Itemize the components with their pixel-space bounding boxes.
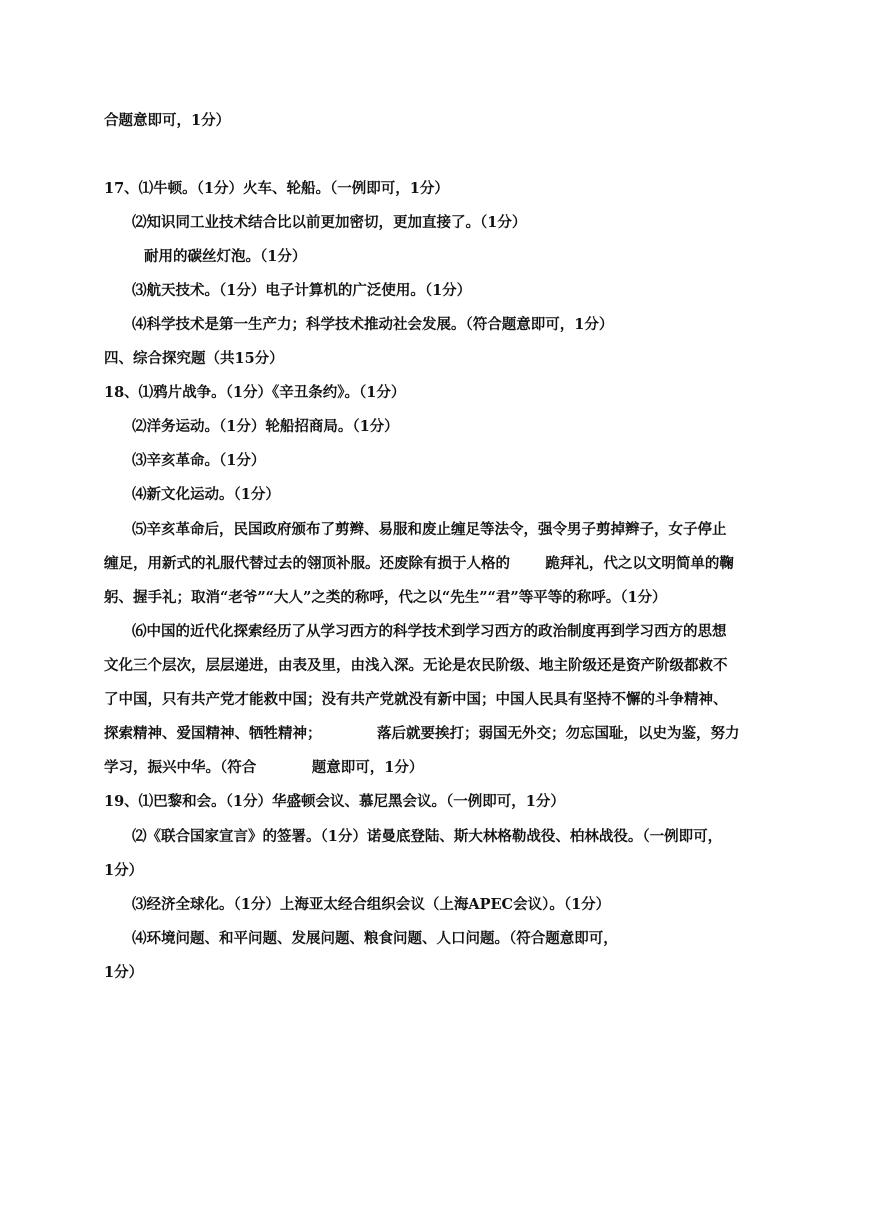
q18-part6-line1: ⑹中国的近代化探索经历了从学习西方的科学技术到学习西方的政治制度再到学习西方的思想	[132, 623, 727, 640]
q19-part1: 19、⑴巴黎和会。（1分）华盛顿会议、慕尼黑会议。（一例即可，1分）	[104, 793, 565, 810]
q18-part4: ⑷新文化运动。（1分）	[132, 486, 280, 503]
q18-part5-line2: 缠足，用新式的礼服代替过去的翎顶补服。还废除有损于人格的 跪拜礼，代之以文明简单的鞠	[104, 555, 734, 572]
q18-part6-line3: 了中国，只有共产党才能救中国；没有共产党就没有新中国；中国人民具有坚持不懈的斗争精神、	[104, 691, 728, 708]
q18-part6-line5: 学习，振兴中华。（符合 题意即可，1分）	[104, 759, 424, 776]
q18-part6-line4: 探索精神、爱国精神、牺牲精神； 落后就要挨打；弱国无外交；勿忘国耻，以史为鉴，努力	[104, 725, 740, 742]
q17-part3: ⑶航天技术。（1分）电子计算机的广泛使用。（1分）	[132, 282, 472, 299]
q17-part4: ⑷科学技术是第一生产力；科学技术推动社会发展。（符合题意即可，1分）	[132, 316, 614, 333]
q18-part1: 18、⑴鸦片战争。（1分）《辛丑条约》。（1分）	[104, 384, 406, 401]
section-four-heading: 四、综合探究题（共15分）	[104, 350, 284, 367]
q18-part5-line1: ⑸辛亥革命后，民国政府颁布了剪辫、易服和废止缠足等法令，强令男子剪掉辫子，女子停止	[132, 521, 727, 538]
q17-part2-cont: 耐用的碳丝灯泡。（1分）	[144, 248, 307, 265]
q19-part2-line1: ⑵《联合国家宣言》的签署。（1分）诺曼底登陆、斯大林格勒战役、柏林战役。（一例即可，	[132, 828, 723, 845]
line-continuation: 合题意即可，1分）	[104, 112, 231, 129]
q19-part4-line1: ⑷环境问题、和平问题、发展问题、粮食问题、人口问题。（符合题意即可，	[132, 930, 618, 947]
q18-part5-line3: 躬、握手礼；取消“老爷”“大人”之类的称呼，代之以“先生”“君”等平等的称呼。（1分）	[104, 589, 667, 606]
q19-part4-line2: 1分）	[104, 964, 144, 981]
q18-part3: ⑶辛亥革命。（1分）	[132, 452, 266, 469]
q17-part1: 17、⑴牛顿。（1分）火车、轮船。（一例即可，1分）	[104, 180, 449, 197]
q18-part2: ⑵洋务运动。（1分）轮船招商局。（1分）	[132, 418, 399, 435]
q17-part2: ⑵知识同工业技术结合比以前更加密切，更加直接了。（1分）	[132, 214, 527, 231]
q18-part6-line2: 文化三个层次，层层递进，由表及里，由浅入深。无论是农民阶级、地主阶级还是资产阶级都救不	[104, 657, 728, 674]
q19-part3: ⑶经济全球化。（1分）上海亚太经合组织会议（上海APEC会议）。（1分）	[132, 896, 611, 913]
q19-part2-line2: 1分）	[104, 862, 144, 879]
